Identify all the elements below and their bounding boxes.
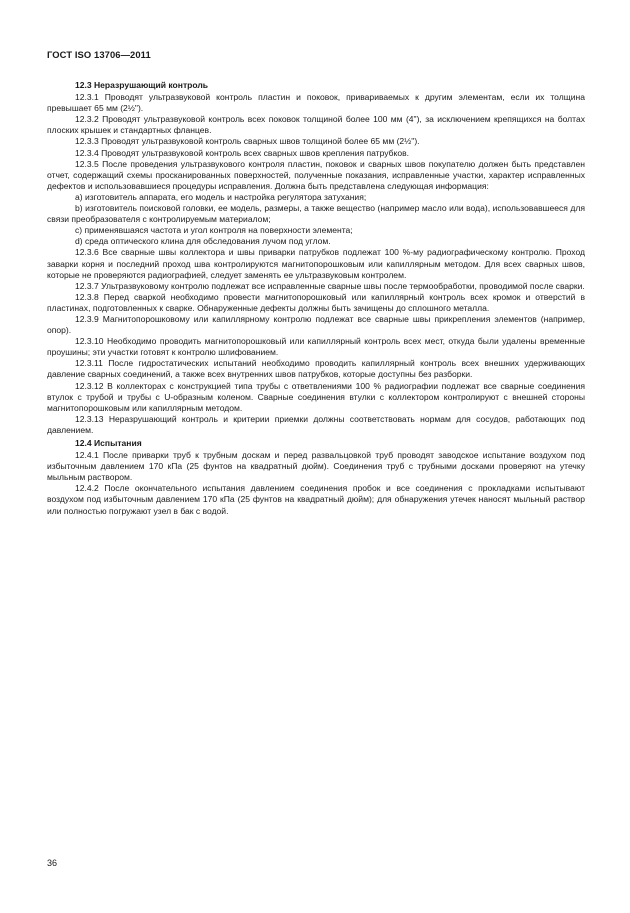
paragraph: b) изготовитель поисковой головки, ее модель, размеры, а также вещество (например масло или вода), использовавшееся для связи преобразователя с контролируемым материалом;	[47, 203, 585, 225]
page-number: 36	[47, 858, 58, 868]
paragraph: 12.3.11 После гидростатических испытаний необходимо проводить капиллярный контроль всех внешних удерживающих давление сварных соединений, а также всех внутренних швов патрубков, которые доступны без разборки.	[47, 358, 585, 380]
paragraph: d) среда оптического клина для обследования лучом под углом.	[75, 236, 331, 247]
paragraph: 12.3.4 Проводят ультразвуковой контроль всех сварных швов крепления патрубков.	[75, 147, 410, 158]
paragraph: 12.3.5 После проведения ультразвукового контроля пластин, поковок и сварных швов покупателю должен быть представлен отчет, содержащий схемы просканированных поверхностей, полученные показания, исправленные участки, характер исправленных дефектов и использовавшиеся процедуры исправления. Должна быть представлена следующая информация:	[47, 158, 585, 191]
paragraph: 12.3.12 В коллекторах с конструкцией типа трубы с ответвлениями 100 % радиографии подлежат все сварные соединения втулок с трубой и трубы с U-образным коленом. Сварные соединения втулки с коллектором контролируют с внешней стороны магнитопорошковым или капиллярным методом.	[47, 380, 585, 413]
paragraph: 12.4.1 После приварки труб к трубным доскам и перед развальцовкой труб проводят заводское испытание воздухом под избыточным давлением 170 кПа (25 фунтов на квадратный дюйм). Соединения труб с трубными досками проверяют на утечку мыльным раствором.	[47, 450, 585, 483]
section-heading: 12.3 Неразрушающий контроль	[75, 80, 209, 90]
paragraph: 12.3.1 Проводят ультразвуковой контроль пластин и поковок, привариваемых к другим элементам, если их толщина превышает 65 мм (2½").	[47, 92, 585, 114]
paragraph: 12.3.8 Перед сваркой необходимо провести магнитопорошковый или капиллярный контроль всех кромок и отверстий в пластинах, подготовленных к сварке. Обнаруженные дефекты должны быть зачищены до сплошного металла.	[47, 291, 585, 313]
paragraph: 12.3.9 Магнитопорошковому или капиллярному контролю подлежат все сварные швы прикрепления элементов (например, опор).	[47, 313, 585, 336]
section-heading: 12.4 Испытания	[75, 438, 142, 448]
paragraph: 12.3.10 Необходимо проводить магнитопорошковый или капиллярный контроль всех мест, откуда были удалены временные проушины; эти участки готовят к контролю шлифованием.	[47, 336, 585, 358]
document-body	[47, 80, 585, 517]
paragraph: 12.3.2 Проводят ультразвуковой контроль всех поковок толщиной более 100 мм (4"), за исключением крепящихся на болтах плоских крышек и стандартных фланцев.	[47, 114, 585, 136]
paragraph: c) применявшаяся частота и угол контроля на поверхности элемента;	[75, 225, 353, 236]
standard-header: ГОСТ ISO 13706—2011	[47, 49, 151, 60]
paragraph: 12.3.7 Ультразвуковому контролю подлежат все исправленные сварные швы после термообработки, проводимой после сварки.	[75, 280, 585, 291]
paragraph: 12.3.6 Все сварные швы коллектора и швы приварки патрубков подлежат 100 %-му радиографическому контролю. Проход заварки корня и последний проход шва контролируются магнитопорошковым или капиллярным методом. Для всех сварных швов, которые не проверяются радиографией, следует заменять ее ультразвуковым контролем.	[47, 247, 585, 280]
paragraph: 12.4.2 После окончательного испытания давлением соединения пробок и все соединения с прокладками испытывают воздухом под избыточным давлением 170 кПа (25 фунтов на квадратный дюйм); для обнаружения утечек наносят мыльный раствор или полностью погружают узел в бак с водой.	[47, 483, 585, 516]
paragraph: 12.3.3 Проводят ультразвуковой контроль сварных швов толщиной более 65 мм (2½").	[75, 136, 420, 147]
paragraph: 12.3.13 Неразрушающий контроль и критерии приемки должны соответствовать нормам для сосудов, работающих под давлением.	[47, 413, 585, 435]
paragraph: a) изготовитель аппарата, его модель и настройка регулятора затухания;	[75, 191, 367, 202]
